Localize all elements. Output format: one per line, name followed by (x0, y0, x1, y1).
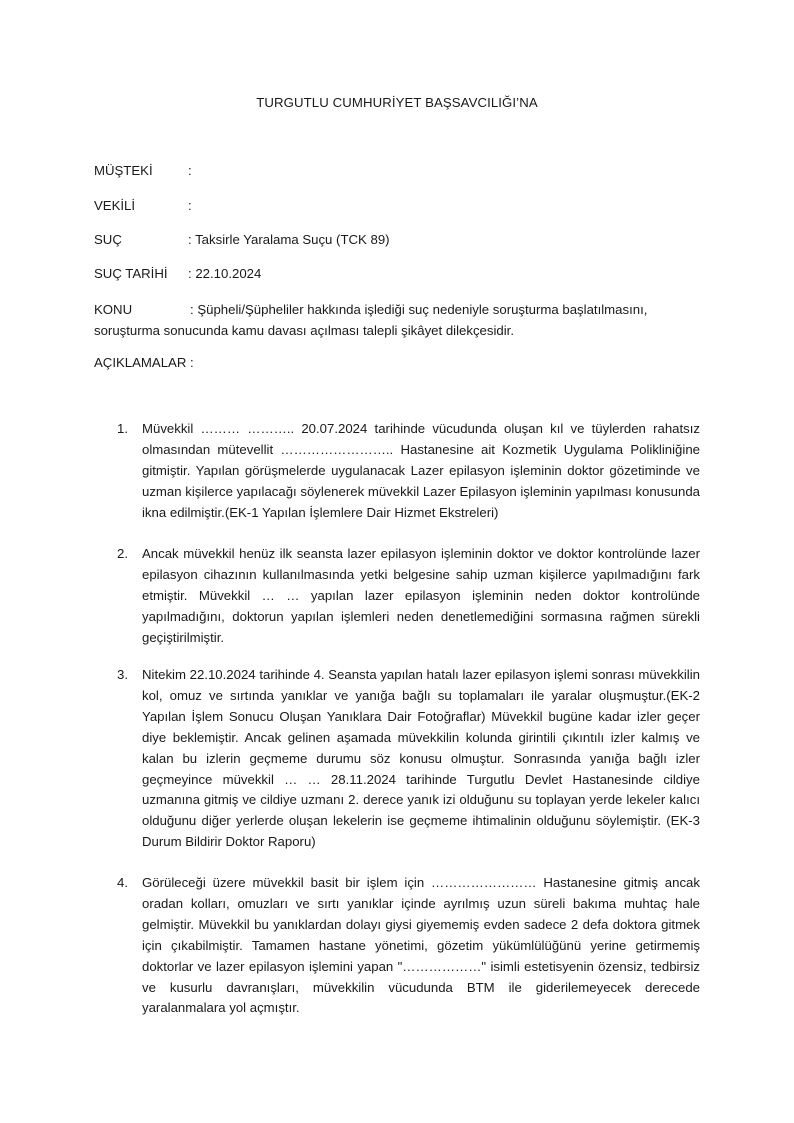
document-title: TURGUTLU CUMHURİYET BAŞSAVCILIĞI’NA (256, 95, 538, 110)
list-item-number: 2. (117, 546, 128, 561)
field-label: VEKİLİ (94, 198, 136, 213)
list-item-number: 3. (117, 667, 128, 682)
field-value: : (188, 163, 192, 178)
field-konu (94, 299, 704, 341)
list-item-text: Müvekkil ……… ……….. 20.07.2024 tarihinde vücudunda oluşan kıl ve tüylerden rahatsız olmasından mütevellit …………………….. Hastanesine ait Kozmetik Uygulama Polikliniğine gitmiştir. Yapılan görüşmelerde uygulanacak Lazer epilasyon işleminin doktor gözetiminde ve uzman kişilerce yapılacağı söylenerek müvekkil Lazer Epilasyon işleminin yapılması konusunda ikna edilmiştir.(EK-1 Yapılan İşlemlere Dair Hizmet Ekstreleri) (142, 421, 700, 520)
aciklamalar-heading: AÇIKLAMALAR : (94, 355, 194, 370)
field-value: : 22.10.2024 (188, 266, 262, 281)
field-suc-tarihi (94, 265, 261, 283)
field-label: SUÇ TARİHİ (94, 266, 168, 281)
field-suc (94, 231, 390, 249)
field-value: : Şüpheli/Şüpheliler hakkında işlediği suç nedeniyle soruşturma başlatılmasını, soruşturma sonucunda kamu davası açılması talepli şikâyet dilekçesidir. (94, 302, 648, 338)
list-item-text: Görüleceği üzere müvekkil basit bir işlem için …………………… Hastanesine gitmiş ancak oradan kolları, omuzları ve sırtı yanıklar içinde ayrılmış uzun süreli bakıma muhtaç hale gelmiştir. Müvekkil bu yanıklardan dolayı giysi giyememiş evden sadece 2 defa doktora gitmek için çıkabilmiştir. Tamamen hastane yönetimi, gözetim yükümlülüğünü yerine getirmemiş doktorlar ve lazer epilasyon işlemini yapan "………………" isimli estetisyenin özensiz, tedbirsiz ve kusurlu davranışları, müvekkilin vücudunda BTM ile giderilemeyecek derecede yaralanmalara yol açmıştır. (142, 875, 700, 1016)
list-item-text: Nitekim 22.10.2024 tarihinde 4. Seansta yapılan hatalı lazer epilasyon işlemi sonrası müvekkilin kol, omuz ve sırtında yanıklar ve yanığa bağlı su toplamaları ile yaralar oluşmuştur.(EK-2 Yapılan İşlem Sonucu Oluşan Yanıklara Dair Fotoğraflar) Müvekkil bugüne kadar izler geçer diye beklemiştir. Ancak gelinen aşamada müvekkilin kolunda girintili çıkıntılı izler kalmış ve kalan bu izlerin geçmeme durumu söz konusu olmuştur. Sonrasında yanığa bağlı izler geçmeyince müvekkil … … 28.11.2024 tarihinde Turgutlu Devlet Hastanesinde cildiye uzmanına gitmiş ve cildiye uzmanı 2. derece yanık izi olduğunu su toplayan yerde lekeler kalıcı olduğunu diğer yerlerde oluşan lekelerin ise geçmeme ihtimalinin olduğunu söylemiştir. (EK-3 Durum Bildirir Doktor Raporu) (142, 667, 700, 850)
list-item-text: Ancak müvekkil henüz ilk seansta lazer epilasyon işleminin doktor ve doktor kontrolünde lazer epilasyon cihazının kullanılmasında yetki belgesine sahip uzman kişilerce yapılmadığını fark etmiştir. Müvekkil … … yapılan lazer epilasyon işleminin neden doktor kontrolünde yapılmadığını, doktorun yapılan işlemleri neden denetlemediğini sormasına rağmen sürekli geçiştirilmiştir. (142, 546, 700, 645)
field-value: : Taksirle Yaralama Suçu (TCK 89) (188, 232, 390, 247)
field-label: SUÇ (94, 232, 122, 247)
list-item-number: 1. (117, 421, 128, 436)
field-label: MÜŞTEKİ (94, 163, 153, 178)
field-musteki (94, 162, 192, 180)
list-item-number: 4. (117, 875, 128, 890)
field-value: : (188, 198, 192, 213)
field-vekili (94, 197, 192, 215)
field-label: KONU (94, 302, 133, 317)
